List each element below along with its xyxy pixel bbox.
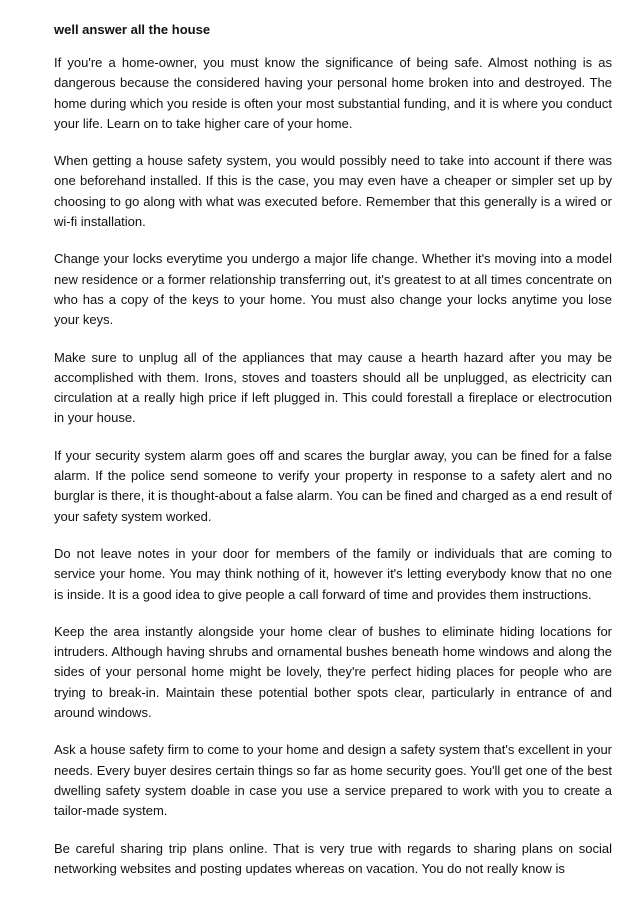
paragraph-7: Keep the area instantly alongside your home clear of bushes to eliminate hiding locations for intruders. Although having shrubs and ornamental bushes beneath home windows and along the sides of your personal home might be lovely, they're perfect hiding places for people who are trying to break-in. Maintain these potential bother spots clear, particularly in entrance of and around windows.: [54, 623, 612, 721]
paragraph-9: Be careful sharing trip plans online. That is very true with regards to sharing plans on social networking websites and posting updates whereas on vacation. You do not really know is: [54, 840, 612, 876]
paragraph-5: If your security system alarm goes off and scares the burglar away, you can be fined for a false alarm. If the police send someone to verify your property in response to a safety alert and no burglar is there, it is thought-about a false alarm. You can be fined and charged as a end result of your safety system worked.: [54, 447, 612, 524]
paragraph-3: Change your locks everytime you undergo a major life change. Whether it's moving into a model new residence or a former relationship transferring out, it's greatest to at all times concentrate on who has a copy of the keys to your home. You must also change your locks anytime you lose your keys.: [54, 251, 612, 328]
document-page: [54, 20, 612, 896]
paragraph-2: When getting a house safety system, you would possibly need to take into account if there was one beforehand installed. If this is the case, you may even have a cheaper or simpler set up by choosing to go along with what was executed before. Remember that this generally is a wired or wi-fi installation.: [54, 153, 612, 230]
document-title: well answer all the house: [54, 22, 211, 37]
paragraph-1: If you're a home-owner, you must know the significance of being safe. Almost nothing is as dangerous because the considered having your personal home broken into and destroyed. The home during which you reside is often your most substantial funding, and it is where you conduct your life. Learn on to take higher care of your home.: [54, 55, 612, 131]
paragraph-8: Ask a house safety firm to come to your home and design a safety system that's excellent in your needs. Every buyer desires certain things so far as home security goes. You'll get one of the best dwelling safety system doable in case you use a service prepared to work with you to create a tailor-made system.: [54, 742, 612, 819]
paragraph-6: Do not leave notes in your door for members of the family or individuals that are coming to service your home. You may think nothing of it, however it's letting everybody know that no one is inside. It is a good idea to give people a call forward of time and provides them instructions.: [54, 545, 612, 602]
paragraph-4: Make sure to unplug all of the appliances that may cause a hearth hazard after you may be accomplished with them. Irons, stoves and toasters should all be unplugged, as electricity can circulation at a really high price if left plugged in. This could forestall a fireplace or electrocution in your house.: [54, 349, 612, 426]
